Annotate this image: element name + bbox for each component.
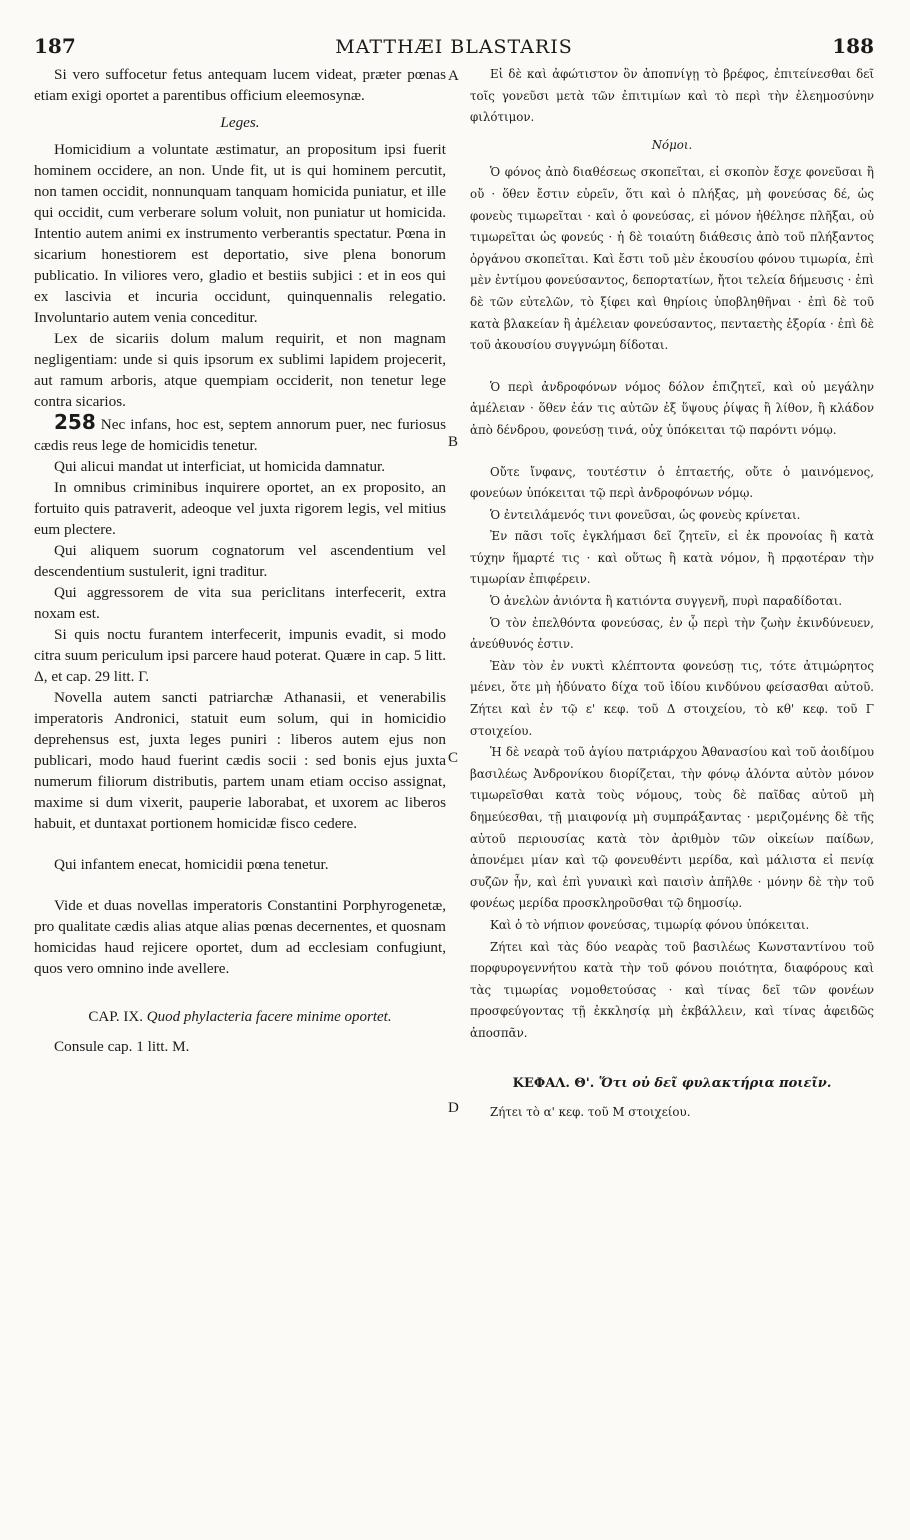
latin-leges-paragraph-1: Homicidium a voluntate æstimatur, an propositum ipsi fuerit hominem occidere, an non. Unde fit, ut is qui hominem percutit, non tamen occidit, nonnunquam tanquam homicida puniatur, et ille qui occidit, cum verberare solum voluit, non puniatur ut homicida. Intentio autem animi ex instrumento verberantis spectatur. Pœna in sicarium honestiorem est deportatio, sive plena bonorum publicatio. In viliores vero, gladio et bestiis subjici : et in eos qui ex lascivia et incuria occidunt, quinquennalis relegatio. Involuntario autem venia conceditur. [34,141,446,326]
latin-leges-heading: Leges. [220,114,260,131]
latin-paragraph-9: Novella autem sancti patriarchæ Athanasii, et venerabilis imperatoris Andronici, statuit eum solum, qui in homicidio deprehensus est, juxta leges puniri : liberos autem ejus non publicari, modo haud fuerint cædis socii : sed bonis ejus juxta numerum filiorum distributis, partem unam etiam occiso assignat, maxime si dum vixerit, pauperie laborabat, et uxorem ac liberos habuit, et duntaxat portionem homicidæ fisco cedere. [34,689,446,832]
latin-leges-paragraph-2: Lex de sicariis dolum malum requirit, et non magnam negligentiam: unde si quis ipsorum ex sublimi lapidem projecerit, aut ramum arboris, atque quempiam occiderit, non tenetur lege contra sicarios. [34,330,446,410]
latin-paragraph-5: In omnibus criminibus inquirere oportet, an ex proposito, an fortuito quis patraverit, adeoque vel juxta rigorem legis, vel mitius eum plectere. [34,479,446,538]
greek-intro: Εἰ δὲ καὶ ἀφώτιστον ὂν ἀποπνίγῃ τὸ βρέφος, ἐπιτείνεσθαι δεῖ τοῖς γονεῦσι μετὰ τῶν ἐπιτιμίων καὶ τὸ περὶ τὴν ἐλεημοσύνην φιλότιμον. [470,67,874,125]
margin-letter-d: D [448,1100,459,1116]
page-number-left: 187 [34,34,76,58]
greek-paragraph-8: Ἐὰν τὸν ἐν νυκτὶ κλέπτοντα φονεύσῃ τις, τότε ἀτιμώρητος μένει, ὅτε μὴ ἠδύνατο δίχα τοῦ ἰδίου κινδύνου φείσασθαι αὐτοῦ. Ζήτει καὶ ἐν τῷ ε' κεφ. τοῦ Δ στοιχείου, τὸ κθ' κεφ. τοῦ Γ στοιχείου. [470,658,874,738]
greek-paragraph-6: Ὁ ἀνελὼν ἀνιόντα ἢ κατιόντα συγγενῆ, πυρὶ παραδίδοται. [490,594,843,609]
greek-paragraph-7: Ὁ τὸν ἐπελθόντα φονεύσας, ἐν ᾧ περὶ τὴν ζωὴν ἐκινδύνευεν, ἀνεύθυνός ἐστιν. [470,615,874,652]
greek-chapter-heading [470,1073,874,1095]
latin-paragraph-6: Qui aliquem suorum cognatorum vel ascendentium vel descendentium sustulerit, igni traditur. [34,542,446,580]
latin-consule: Consule cap. 1 litt. M. [54,1038,190,1055]
greek-paragraph-3: Οὔτε ἴνφανς, τουτέστιν ὁ ἑπταετής, οὔτε ὁ μαινόμενος, φονεύων ὑπόκειται τῷ περὶ ἀνδροφόνων νόμῳ. [470,464,874,501]
section-number: 258 [54,410,96,434]
greek-paragraph-5: Ἐν πᾶσι τοῖς ἐγκλήμασι δεῖ ζητεῖν, εἰ ἐκ προνοίας ἢ κατὰ τύχην ἥμαρτέ τις · καὶ οὕτως ἢ κατὰ νόμον, ἢ πρᾳοτέραν τὴν τιμωρίαν ἐπιφέρειν. [470,529,874,587]
greek-consule: Ζήτει τὸ α' κεφ. τοῦ Μ στοιχείου. [490,1105,691,1120]
greek-column [470,64,874,1124]
latin-chapter-heading [34,1007,446,1028]
margin-letter-a: A [448,68,459,84]
latin-paragraph-3-text: Nec infans, hoc est, septem annorum puer, nec furiosus cædis reus lege de homicidis tenetur. [34,416,447,454]
greek-nomoi-paragraph-1: Ὁ φόνος ἀπὸ διαθέσεως σκοπεῖται, εἰ σκοπὸν ἔσχε φονεῦσαι ἢ οὔ · ὅθεν ἔστιν εὑρεῖν, ὅτι καὶ ὁ πλήξας, μὴ φονεύσας δέ, ὡς φονεὺς τιμωρεῖται · καὶ ὁ φονεύσας, εἰ μόνον ἠθέλησε πλῆξαι, οὐ τιμωρεῖται ὡς φονεύς · ἡ δὲ τοιαύτη διάθεσις ἀπὸ τοῦ πλήξαντος ὀργάνου σκοπεῖται. Καὶ ἔστι τοῦ μὲν ἑκουσίου φόνου τιμωρία, ἐπὶ μὲν ἐντίμου φονεύσαντος, δεπορτατίων, ἤτοι τελεία δήμευσις · ἐπὶ δὲ τῶν εὐτελῶν, τὸ ξίφει καὶ θηρίοις ὑποβληθῆναι · ἐπὶ δὲ τοῦ κατὰ βλακείαν ἢ ἀμέλειαν φονεύσαντος, πενταετὴς ἐξορία · ἐπὶ δὲ τοῦ ἀκουσίου συγγνώμη δίδοται. [470,165,874,353]
latin-paragraph-11: Vide et duas novellas imperatoris Constantini Porphyrogenetæ, pro qualitate cædis alias atque alias pœnas decernentes, et quosnam homicidas haud rejicere oportet, dum ad ecclesiam confugiunt, quos vero omnino inde avellere. [34,897,446,977]
latin-paragraph-4: Qui alicui mandat ut interficiat, ut homicida damnatur. [54,458,386,475]
greek-paragraph-4: Ὁ ἐντειλάμενός τινι φονεῦσαι, ὡς φονεὺς κρίνεται. [490,507,801,522]
running-title: MATTHÆI BLASTARIS [335,36,573,58]
latin-chapter-title: Quod phylacteria facere minime oportet. [146,1009,392,1025]
greek-chapter-title: Ὅτι οὐ δεῖ φυλακτήρια ποιεῖν. [598,1075,832,1091]
latin-paragraph-10: Qui infantem enecat, homicidii pœna tenetur. [54,856,329,873]
latin-paragraph-8: Si quis noctu furantem interfecerit, impunis evadit, si modo citra suum periculum ipsi parcere haud poterat. Quære in cap. 5 litt. Δ, et cap. 29 litt. Γ. [34,626,446,685]
margin-letter-b: B [448,434,459,450]
margin-letter-c: C [448,750,459,766]
latin-intro: Si vero suffocetur fetus antequam lucem videat, præter pœnas etiam exigi oportet a parentibus officium eleemosynæ. [34,66,446,104]
greek-nomoi-paragraph-2: Ὁ περὶ ἀνδροφόνων νόμος δόλον ἐπιζητεῖ, καὶ οὐ μεγάλην ἀμέλειαν · ὅθεν ἐάν τις αὐτῶν ἐξ ὕψους ῥίψας ἢ λίθον, ἢ κλάδον ἀπὸ δένδρου, φονεύσῃ τινά, οὐχ ὑπόκειται τῷ παρόντι νόμῳ. [470,379,874,437]
greek-paragraph-10: Καὶ ὁ τὸ νήπιον φονεύσας, τιμωρίᾳ φόνου ὑπόκειται. [490,917,810,932]
page-header [34,34,874,60]
page-number-right: 188 [832,34,874,58]
greek-nomoi-heading: Νόμοι. [651,137,693,152]
latin-column [34,64,446,1057]
greek-paragraph-11: Ζήτει καὶ τὰς δύο νεαρὰς τοῦ βασιλέως Κωνσταντίνου τοῦ πορφυρογεννήτου κατὰ τὴν τοῦ φόνου ποιότητα, διαφόρους καὶ τὰς τιμωρίας νομοθετούσας · καὶ τίνας δεῖ τῶν φονέων προσφεύγοντας τῇ ἐκκλησίᾳ μὴ ἐκβάλλειν, καὶ τίνας ἀφειδῶς ἀποσπᾶν. [470,939,874,1040]
latin-chapter-label: CAP. IX. [88,1009,144,1025]
greek-chapter-label: ΚΕΦΑΛ. Θ'. [512,1075,595,1091]
latin-paragraph-7: Qui aggressorem de vita sua periclitans interfecerit, extra noxam est. [34,584,446,622]
latin-paragraph-3 [34,412,446,456]
greek-paragraph-9: Ἡ δὲ νεαρὰ τοῦ ἁγίου πατριάρχου Ἀθανασίου καὶ τοῦ ἀοιδίμου βασιλέως Ἀνδρονίκου διορίζεται, τὴν φόνῳ ἁλόντα αὐτὸν μόνον τιμωρεῖσθαι κατὰ τοὺς νόμους, τοὺς δὲ παῖδας αὐτοῦ μὴ δημεύεσθαι, τῇ μιαιφονίᾳ μὴ συμπράξαντας · μεριζομένης δὲ τῆς αὐτοῦ περιουσίας κατὰ τὸν ἀριθμὸν τῶν οἰκείων παίδων, ἀπονέμει μίαν καὶ τῷ φονευθέντι μερίδα, καὶ μάλιστα εἰ πενίᾳ συζῶν ἦν, καὶ ἐπὶ γυναικὶ καὶ παισὶν ἀπῆλθε · μόνην δὲ τὴν τοῦ φονέως μερίδα προσκληροῦσθαι τῷ δημοσίῳ. [470,745,874,911]
